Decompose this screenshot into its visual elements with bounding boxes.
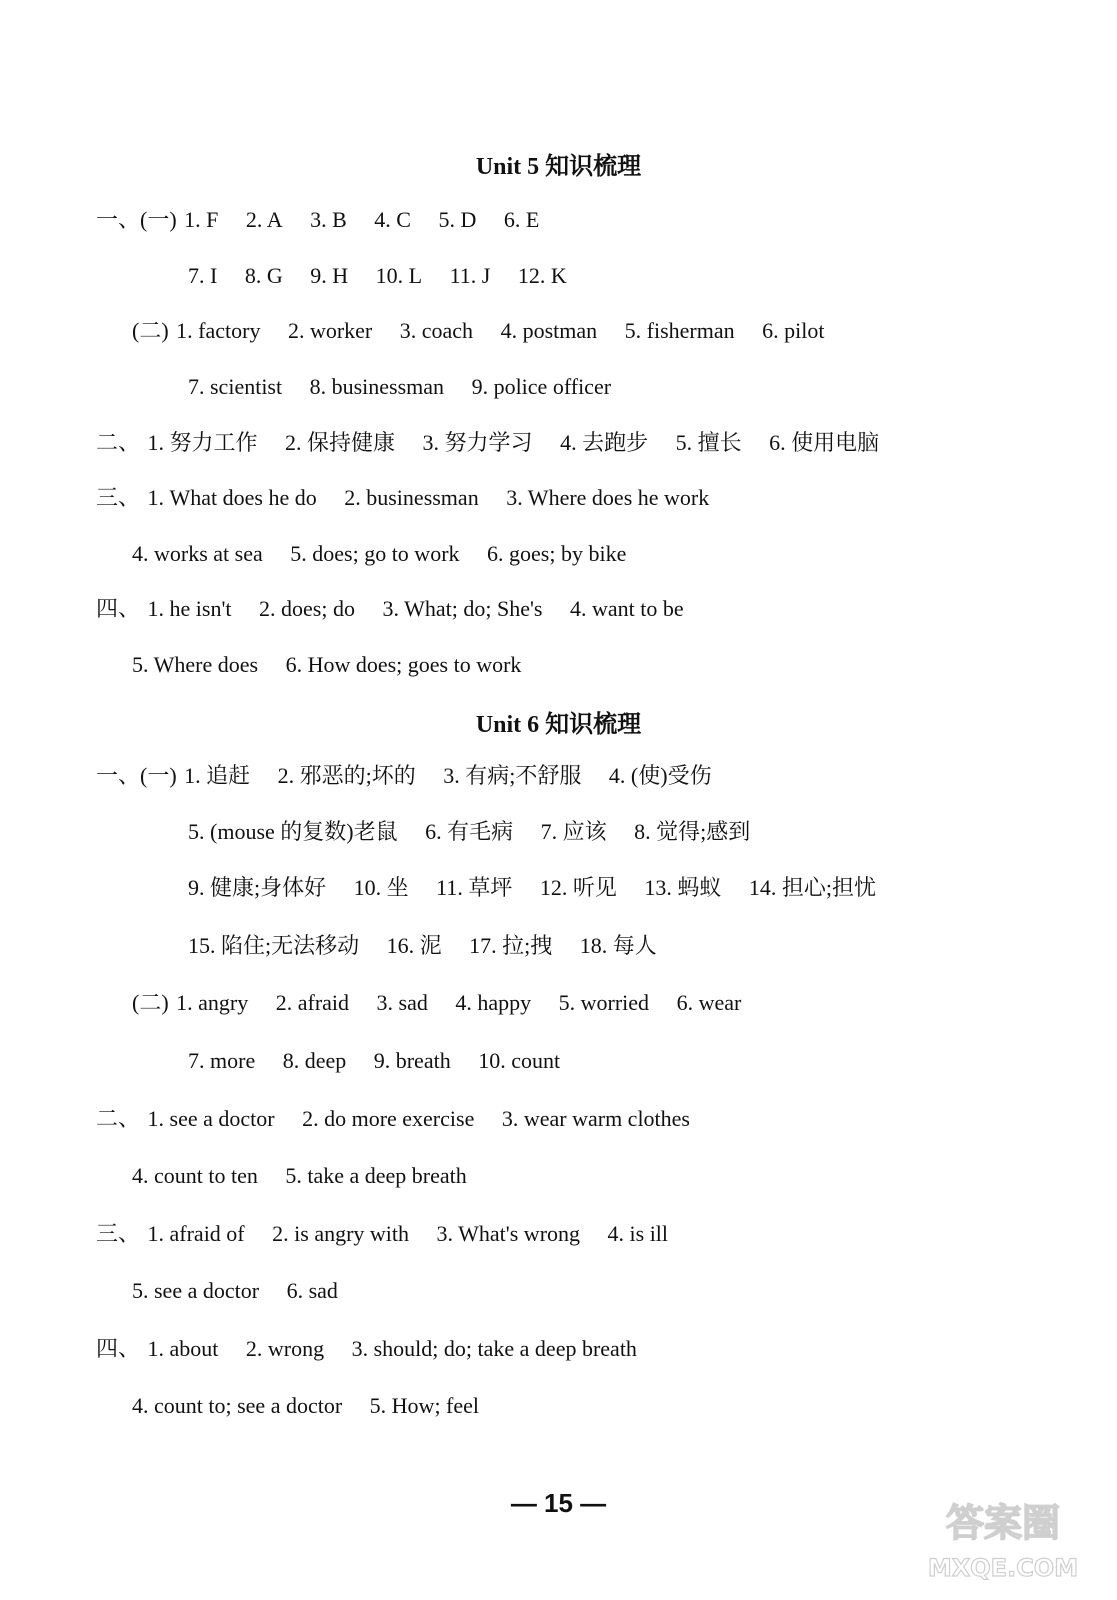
answer-item: 6. wear xyxy=(676,990,742,1015)
answer-item: 3. B xyxy=(310,207,347,232)
answer-item: 7. more xyxy=(188,1048,256,1073)
unit6-line-10 xyxy=(132,1276,338,1306)
answer-item: 9. 健康;身体好 xyxy=(188,875,327,900)
answer-item: 1. 追赶 xyxy=(184,763,251,788)
unit6-line-5 xyxy=(132,988,741,1018)
answer-item: 2. businessman xyxy=(344,485,479,510)
unit5-title: Unit 5 知识梳理 xyxy=(475,154,642,180)
answer-item: 4. 去跑步 xyxy=(560,430,649,455)
answer-item: 9. police officer xyxy=(471,374,612,399)
answer-item: 6. 使用电脑 xyxy=(769,430,880,455)
answer-item: 17. 拉;拽 xyxy=(469,933,553,958)
answer-item: 3. Where does he work xyxy=(506,485,710,510)
section-marker: 一、(一) xyxy=(96,207,177,232)
answer-item: 4. C xyxy=(374,207,411,232)
answer-item: 5. worried xyxy=(558,990,650,1015)
answer-item: 18. 每人 xyxy=(579,933,657,958)
answer-item: 2. 邪恶的;坏的 xyxy=(277,763,416,788)
answer-item: 2. 保持健康 xyxy=(285,430,396,455)
answer-item: 6. pilot xyxy=(762,318,825,343)
answer-item: 8. 觉得;感到 xyxy=(634,819,751,844)
unit5-line-5 xyxy=(96,428,879,458)
answer-item: 1. see a doctor xyxy=(147,1106,275,1131)
answer-item: 2. A xyxy=(245,207,283,232)
answer-item: 16. 泥 xyxy=(386,933,442,958)
section-marker: 一、(一) xyxy=(96,763,177,788)
answer-item: 1. he isn't xyxy=(147,596,232,621)
answer-item: 3. 努力学习 xyxy=(422,430,533,455)
unit6-line-3 xyxy=(188,873,876,903)
answer-item: 5. D xyxy=(438,207,477,232)
answer-item: 1. What does he do xyxy=(147,485,317,510)
answer-item: 10. L xyxy=(375,263,423,288)
answer-item: 3. What; do; She's xyxy=(382,596,543,621)
unit6-line-11 xyxy=(96,1334,637,1364)
answer-item: 1. 努力工作 xyxy=(147,430,258,455)
answer-item: 12. 听见 xyxy=(539,875,617,900)
answer-item: 5. see a doctor xyxy=(132,1278,260,1303)
answer-item: 13. 蚂蚁 xyxy=(644,875,722,900)
unit5-line-8 xyxy=(96,594,684,624)
answer-item: 5. does; go to work xyxy=(290,541,460,566)
unit5-line-3 xyxy=(132,316,824,346)
unit5-line-9 xyxy=(132,650,521,680)
unit6-line-12 xyxy=(132,1391,479,1421)
answer-item: 3. should; do; take a deep breath xyxy=(351,1336,637,1361)
answer-item: 1. about xyxy=(147,1336,219,1361)
answer-item: 2. is angry with xyxy=(272,1221,410,1246)
answer-item: 2. worker xyxy=(287,318,373,343)
page-number: — 15 — xyxy=(510,1488,607,1518)
answer-item: 8. G xyxy=(244,263,283,288)
answer-item: 3. 有病;不舒服 xyxy=(443,763,582,788)
answer-item: 6. goes; by bike xyxy=(487,541,627,566)
answer-item: 1. F xyxy=(184,207,219,232)
unit6-title: Unit 6 知识梳理 xyxy=(475,712,642,738)
answer-item: 1. afraid of xyxy=(147,1221,245,1246)
answer-item: 5. 擅长 xyxy=(675,430,742,455)
answer-item: 4. want to be xyxy=(569,596,684,621)
answer-item: 5. How; feel xyxy=(369,1393,480,1418)
answer-item: 6. E xyxy=(503,207,540,232)
section-marker: 四、 xyxy=(96,1336,141,1361)
answer-item: 4. is ill xyxy=(607,1221,669,1246)
unit6-line-7 xyxy=(96,1104,690,1134)
answer-item: 2. wrong xyxy=(245,1336,325,1361)
answer-item: 2. do more exercise xyxy=(302,1106,475,1131)
unit6-line-1 xyxy=(96,761,712,791)
answer-item: 2. does; do xyxy=(259,596,355,621)
unit6-line-8 xyxy=(132,1161,467,1191)
watermark-logo xyxy=(903,1488,1103,1588)
answer-item: 1. angry xyxy=(176,990,249,1015)
answer-item: 3. coach xyxy=(399,318,474,343)
answer-item: 7. I xyxy=(188,263,218,288)
section-marker: (二) xyxy=(132,990,169,1015)
unit6-line-9 xyxy=(96,1219,668,1249)
watermark-top-text: 答案圈 xyxy=(945,1501,1061,1545)
answer-item: 7. scientist xyxy=(188,374,283,399)
answer-item: 11. 草坪 xyxy=(436,875,513,900)
answer-item: 4. (使)受伤 xyxy=(608,763,712,788)
answer-item: 6. How does; goes to work xyxy=(285,652,522,677)
answer-item: 4. works at sea xyxy=(132,541,263,566)
answer-item: 15. 陷住;无法移动 xyxy=(188,933,360,958)
section-marker: 三、 xyxy=(96,485,141,510)
answer-item: 8. deep xyxy=(282,1048,347,1073)
answer-item: 10. 坐 xyxy=(353,875,409,900)
answer-item: 2. afraid xyxy=(275,990,350,1015)
section-marker: 三、 xyxy=(96,1221,141,1246)
answer-item: 3. wear warm clothes xyxy=(501,1106,690,1131)
answer-item: 8. businessman xyxy=(309,374,445,399)
answer-item: 1. factory xyxy=(176,318,261,343)
unit5-line-1 xyxy=(96,205,539,235)
answer-item: 3. What's wrong xyxy=(436,1221,581,1246)
unit5-line-7 xyxy=(132,539,626,569)
unit6-line-2 xyxy=(188,817,750,847)
answer-item: 6. 有毛病 xyxy=(425,819,514,844)
unit5-line-2 xyxy=(188,261,567,291)
answer-item: 12. K xyxy=(517,263,567,288)
section-marker: 二、 xyxy=(96,1106,141,1131)
answer-item: 9. H xyxy=(310,263,349,288)
answer-item: 4. count to ten xyxy=(132,1163,258,1188)
unit6-line-4 xyxy=(188,931,657,961)
answer-item: 3. sad xyxy=(376,990,428,1015)
answer-item: 5. fisherman xyxy=(624,318,735,343)
answer-item: 5. (mouse 的复数)老鼠 xyxy=(188,819,398,844)
answer-item: 4. count to; see a doctor xyxy=(132,1393,343,1418)
answer-item: 14. 担心;担忧 xyxy=(748,875,876,900)
unit6-line-6 xyxy=(188,1046,560,1076)
answer-item: 10. count xyxy=(478,1048,561,1073)
answer-item: 4. happy xyxy=(455,990,532,1015)
answer-item: 6. sad xyxy=(286,1278,338,1303)
section-marker: 四、 xyxy=(96,596,141,621)
unit5-line-6 xyxy=(96,483,709,513)
answer-item: 9. breath xyxy=(373,1048,451,1073)
answer-item: 7. 应该 xyxy=(540,819,607,844)
answer-item: 5. Where does xyxy=(132,652,259,677)
section-marker: 二、 xyxy=(96,430,141,455)
unit5-line-4 xyxy=(188,372,611,402)
answer-item: 11. J xyxy=(449,263,491,288)
watermark-bottom-text: MXQE.COM xyxy=(927,1554,1079,1582)
section-marker: (二) xyxy=(132,318,169,343)
answer-item: 4. postman xyxy=(500,318,598,343)
answer-item: 5. take a deep breath xyxy=(285,1163,467,1188)
